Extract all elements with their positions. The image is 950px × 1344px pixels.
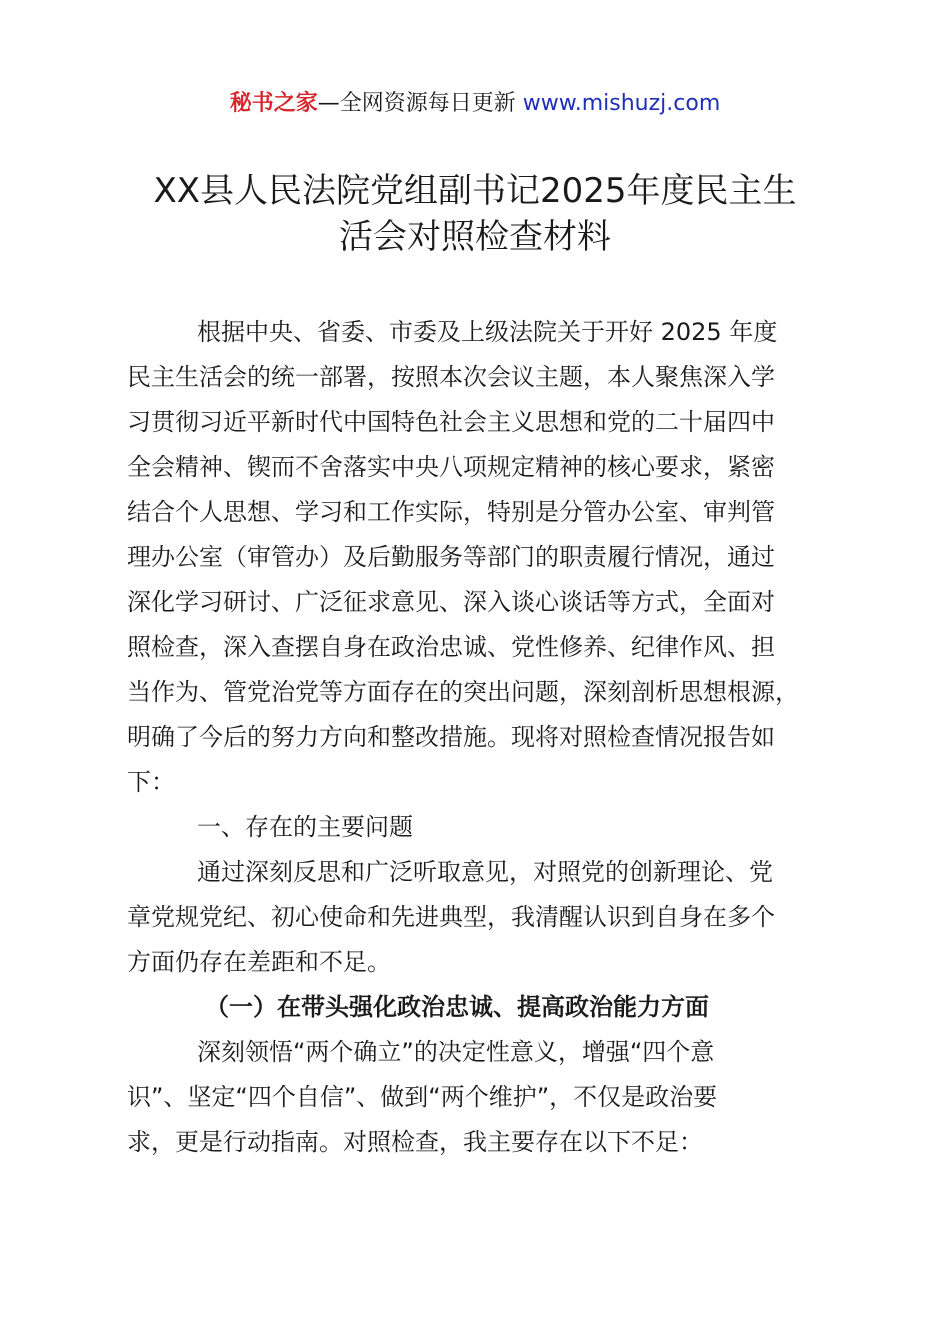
paragraph-line: 下：: [127, 768, 175, 796]
site-brand: 秘书之家: [229, 91, 318, 116]
paragraph-line: 当作为、管党治党等方面存在的突出问题，深刻剖析思想根源，: [127, 678, 799, 706]
paragraph-line: 明确了今后的努力方向和整改措施。现将对照检查情况报告如: [127, 723, 775, 751]
paragraph-line: 章党规党纪、初心使命和先进典型，我清醒认识到自身在多个: [127, 903, 775, 931]
paragraph-line: 理办公室（审管办）及后勤服务等部门的职责履行情况，通过: [127, 543, 775, 571]
paragraph-line: 民主生活会的统一部署，按照本次会议主题，本人聚焦深入学: [127, 363, 775, 391]
subsection-heading: [127, 985, 845, 1030]
subsection-intro-paragraph: [127, 1030, 845, 1165]
section-intro-paragraph: [127, 850, 845, 985]
subsection-heading-text: （一）在带头强化政治忠诚、提高政治能力方面: [205, 993, 709, 1021]
paragraph-line: 深化学习研讨、广泛征求意见、深入谈心谈话等方式，全面对: [127, 588, 775, 616]
site-url-link[interactable]: www.mishuzj.com: [522, 91, 721, 116]
paragraph-line: 求，更是行动指南。对照检查，我主要存在以下不足：: [127, 1128, 703, 1156]
section-heading-text: 一、存在的主要问题: [197, 813, 413, 841]
paragraph-line: 全会精神、锲而不舍落实中央八项规定精神的核心要求，紧密: [127, 453, 775, 481]
paragraph-line: 结合个人思想、学习和工作实际，特别是分管办公室、审判管: [127, 498, 775, 526]
site-tagline: —全网资源每日更新: [317, 91, 523, 116]
intro-paragraph: [127, 310, 845, 805]
paragraph-line: 通过深刻反思和广泛听取意见，对照党的创新理论、党: [197, 858, 773, 886]
document-body: [127, 310, 845, 1165]
paragraph-line: 深刻领悟“两个确立”的决定性意义，增强“四个意: [197, 1038, 715, 1066]
paragraph-line: 方面仍存在差距和不足。: [127, 948, 391, 976]
paragraph-line: 识”、坚定“四个自信”、做到“两个维护”，不仅是政治要: [127, 1083, 718, 1111]
paragraph-line: 习贯彻习近平新时代中国特色社会主义思想和党的二十届四中: [127, 408, 775, 436]
paragraph-line: 根据中央、省委、市委及上级法院关于开好 2025 年度: [197, 318, 778, 346]
document-title: [100, 168, 850, 260]
title-line: 活会对照检查材料: [339, 217, 611, 257]
section-heading: [127, 805, 845, 850]
title-line: XX县人民法院党组副书记2025年度民主生: [153, 171, 797, 211]
site-header: [0, 88, 950, 120]
paragraph-line: 照检查，深入查摆自身在政治忠诚、党性修养、纪律作风、担: [127, 633, 775, 661]
